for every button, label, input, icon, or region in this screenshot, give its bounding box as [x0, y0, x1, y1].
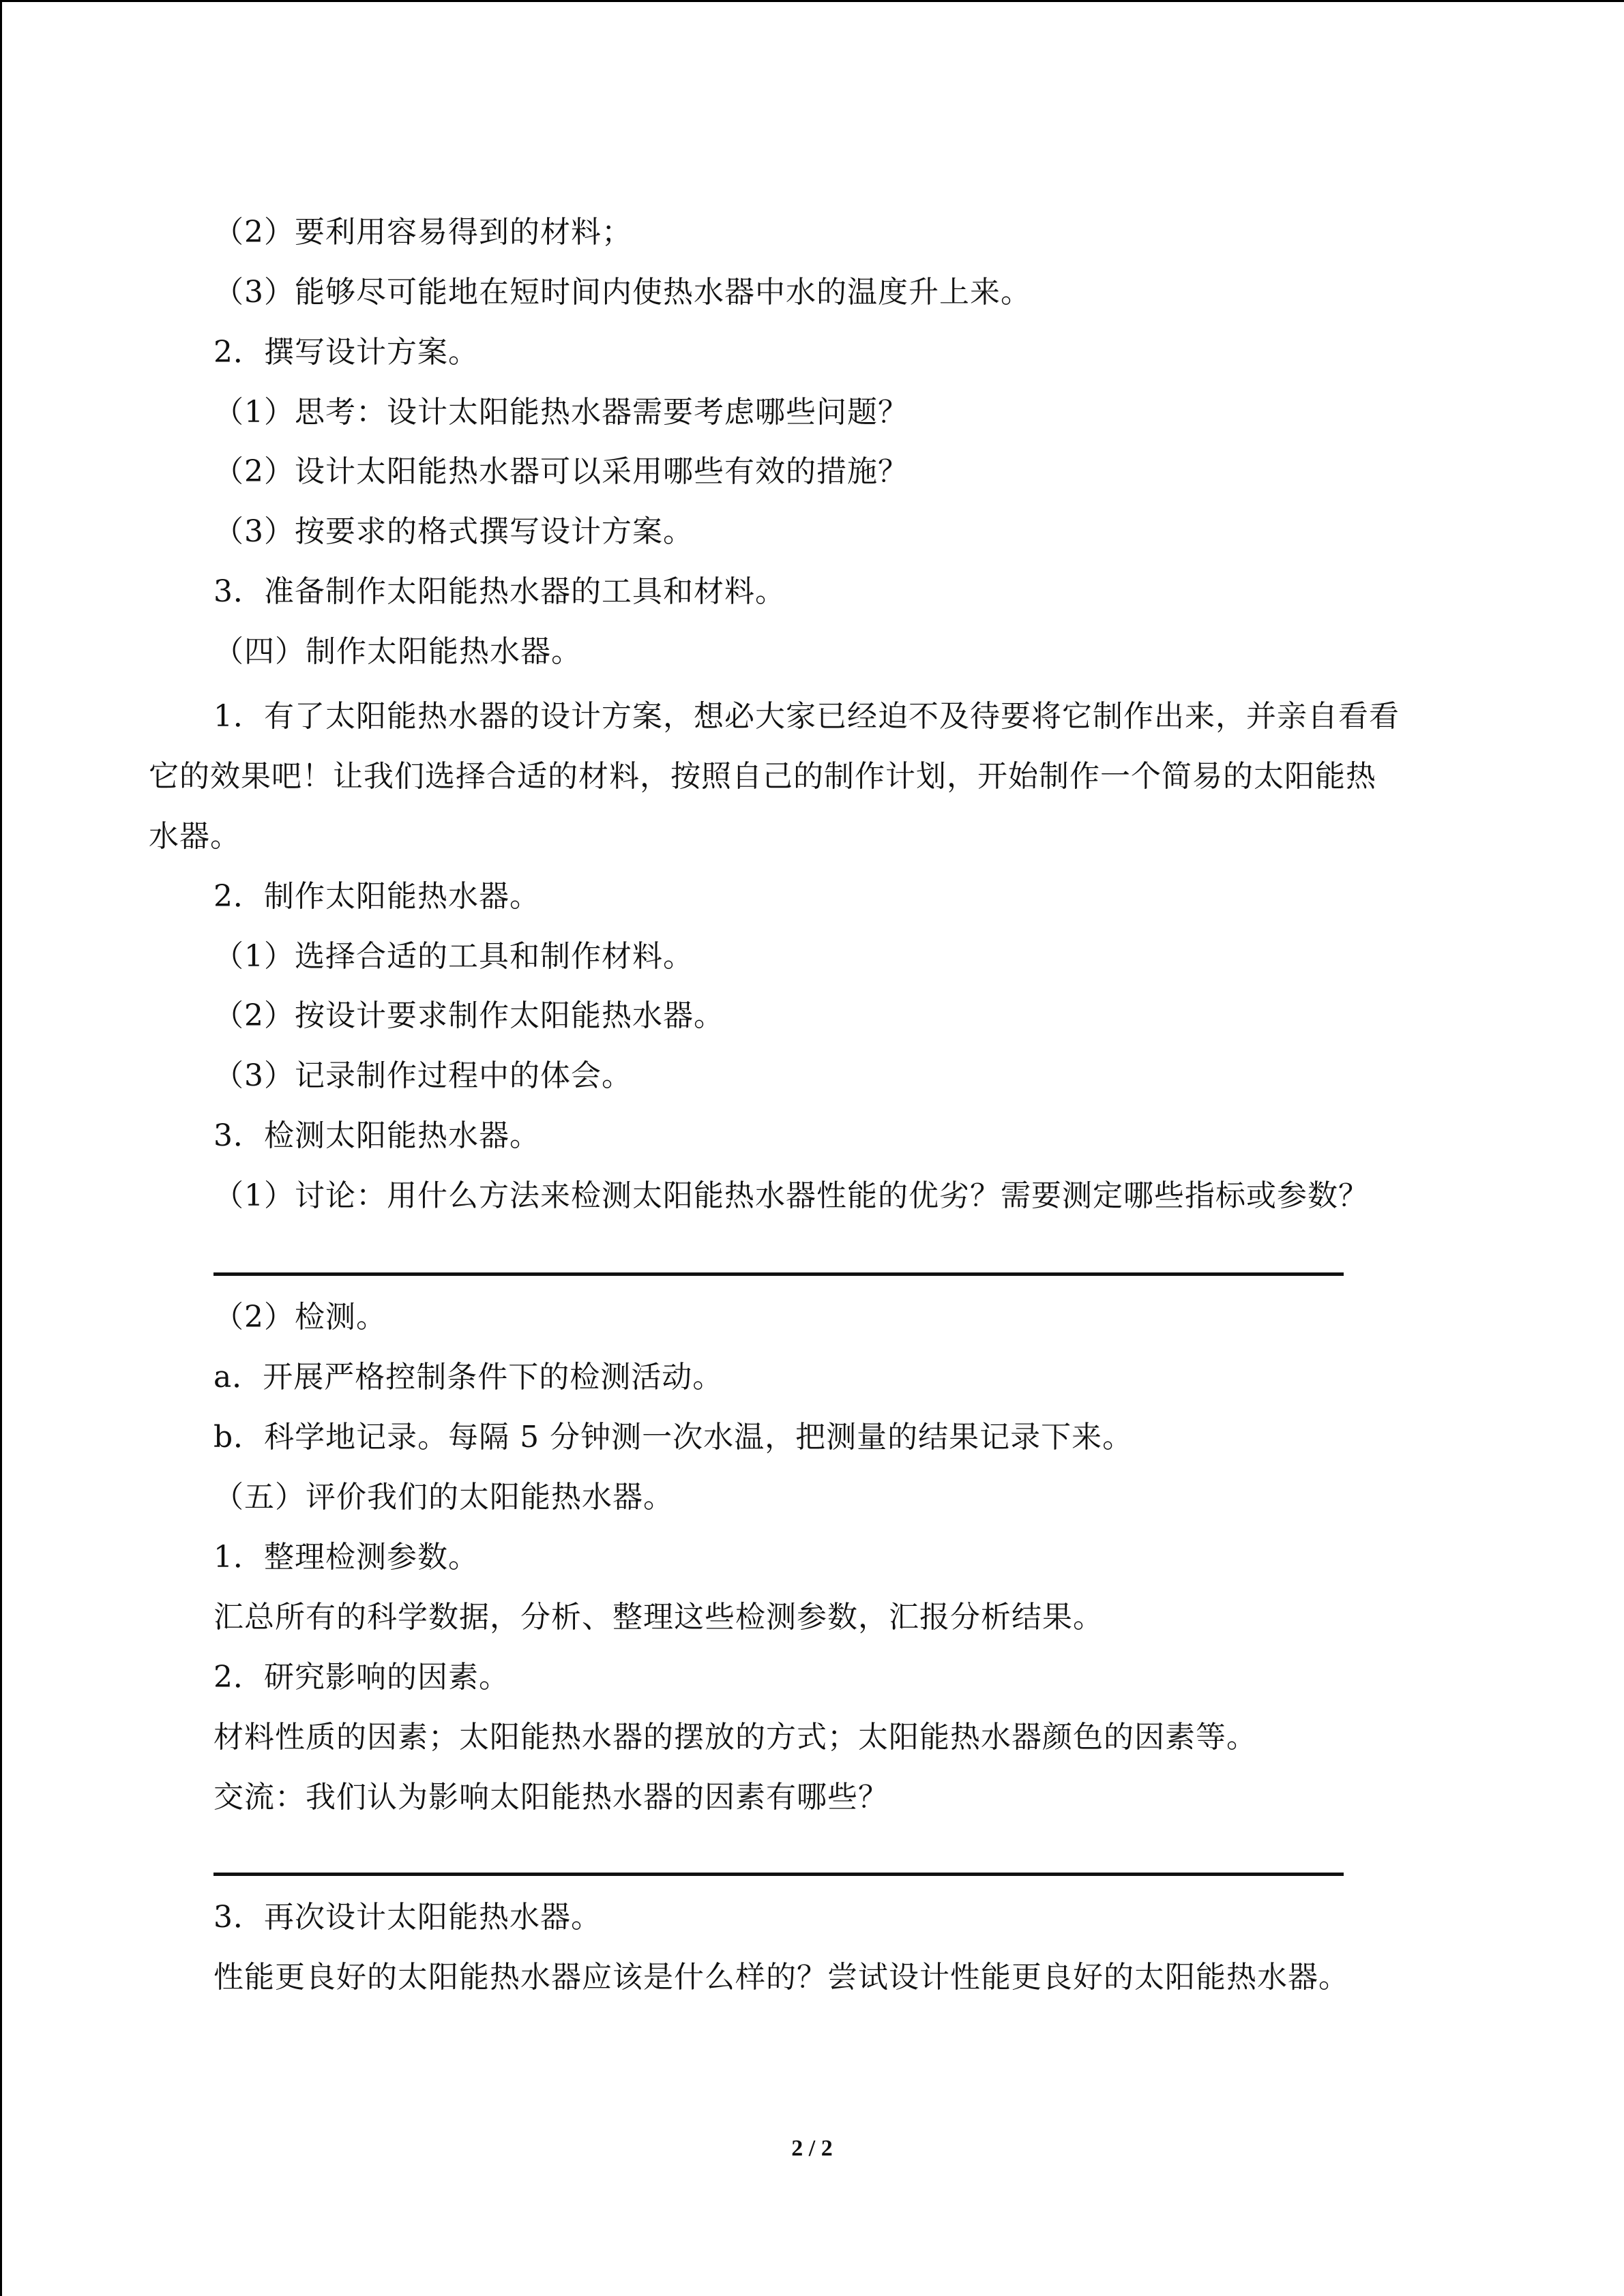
text-line: a．开展严格控制条件下的检测活动。: [213, 1360, 724, 1395]
text-line: （2）检测。: [213, 1300, 387, 1335]
text-line: 2．研究影响的因素。: [213, 1660, 510, 1695]
text-line: （2）设计太阳能热水器可以采用哪些有效的措施？: [213, 454, 909, 489]
text-line: 3．准备制作太阳能热水器的工具和材料。: [213, 574, 786, 609]
text-line: （1）选择合适的工具和制作材料。: [213, 939, 694, 974]
text-line: （1）讨论：用什么方法来检测太阳能热水器性能的优劣？需要测定哪些指标或参数？: [213, 1178, 1369, 1213]
text-line: （五）评价我们的太阳能热水器。: [213, 1480, 674, 1515]
text-line: （2）要利用容易得到的材料；: [213, 215, 632, 250]
text-line: （四）制作太阳能热水器。: [213, 634, 582, 669]
text-line: （3）按要求的格式撰写设计方案。: [213, 514, 694, 549]
text-line: 交流：我们认为影响太阳能热水器的因素有哪些？: [213, 1780, 889, 1815]
answer-blank-line: [213, 1272, 1344, 1276]
text-line: 汇总所有的科学数据，分析、整理这些检测参数，汇报分析结果。: [213, 1600, 1104, 1635]
text-line: b．科学地记录。每隔 5 分钟测一次水温，把测量的结果记录下来。: [213, 1420, 1134, 1455]
text-line: 水器。: [149, 819, 241, 854]
text-line: 2．制作太阳能热水器。: [213, 879, 540, 914]
text-line: 2．撰写设计方案。: [213, 335, 479, 370]
text-line: （3）能够尽可能地在短时间内使热水器中水的温度升上来。: [213, 275, 1031, 310]
text-line: 3．再次设计太阳能热水器。: [213, 1900, 602, 1935]
page-number: 2 / 2: [791, 2136, 833, 2161]
text-line: （2）按设计要求制作太阳能热水器。: [213, 998, 724, 1033]
text-line: 1．整理检测参数。: [213, 1540, 479, 1575]
text-line: （3）记录制作过程中的体会。: [213, 1058, 632, 1093]
page-top-border: [0, 0, 1624, 2]
text-line: 材料性质的因素；太阳能热水器的摆放的方式；太阳能热水器颜色的因素等。: [213, 1720, 1257, 1755]
text-line: 性能更良好的太阳能热水器应该是什么样的？尝试设计性能更良好的太阳能热水器。: [213, 1960, 1349, 1995]
answer-blank-line: [213, 1873, 1344, 1876]
page-left-border: [0, 0, 2, 2296]
text-line: 3．检测太阳能热水器。: [213, 1118, 540, 1153]
text-line: （1）思考：设计太阳能热水器需要考虑哪些问题？: [213, 395, 909, 430]
text-line: 它的效果吧！让我们选择合适的材料，按照自己的制作计划，开始制作一个简易的太阳能热: [149, 759, 1376, 794]
text-line: 1．有了太阳能热水器的设计方案，想必大家已经迫不及待要将它制作出来，并亲自看看: [213, 699, 1400, 734]
